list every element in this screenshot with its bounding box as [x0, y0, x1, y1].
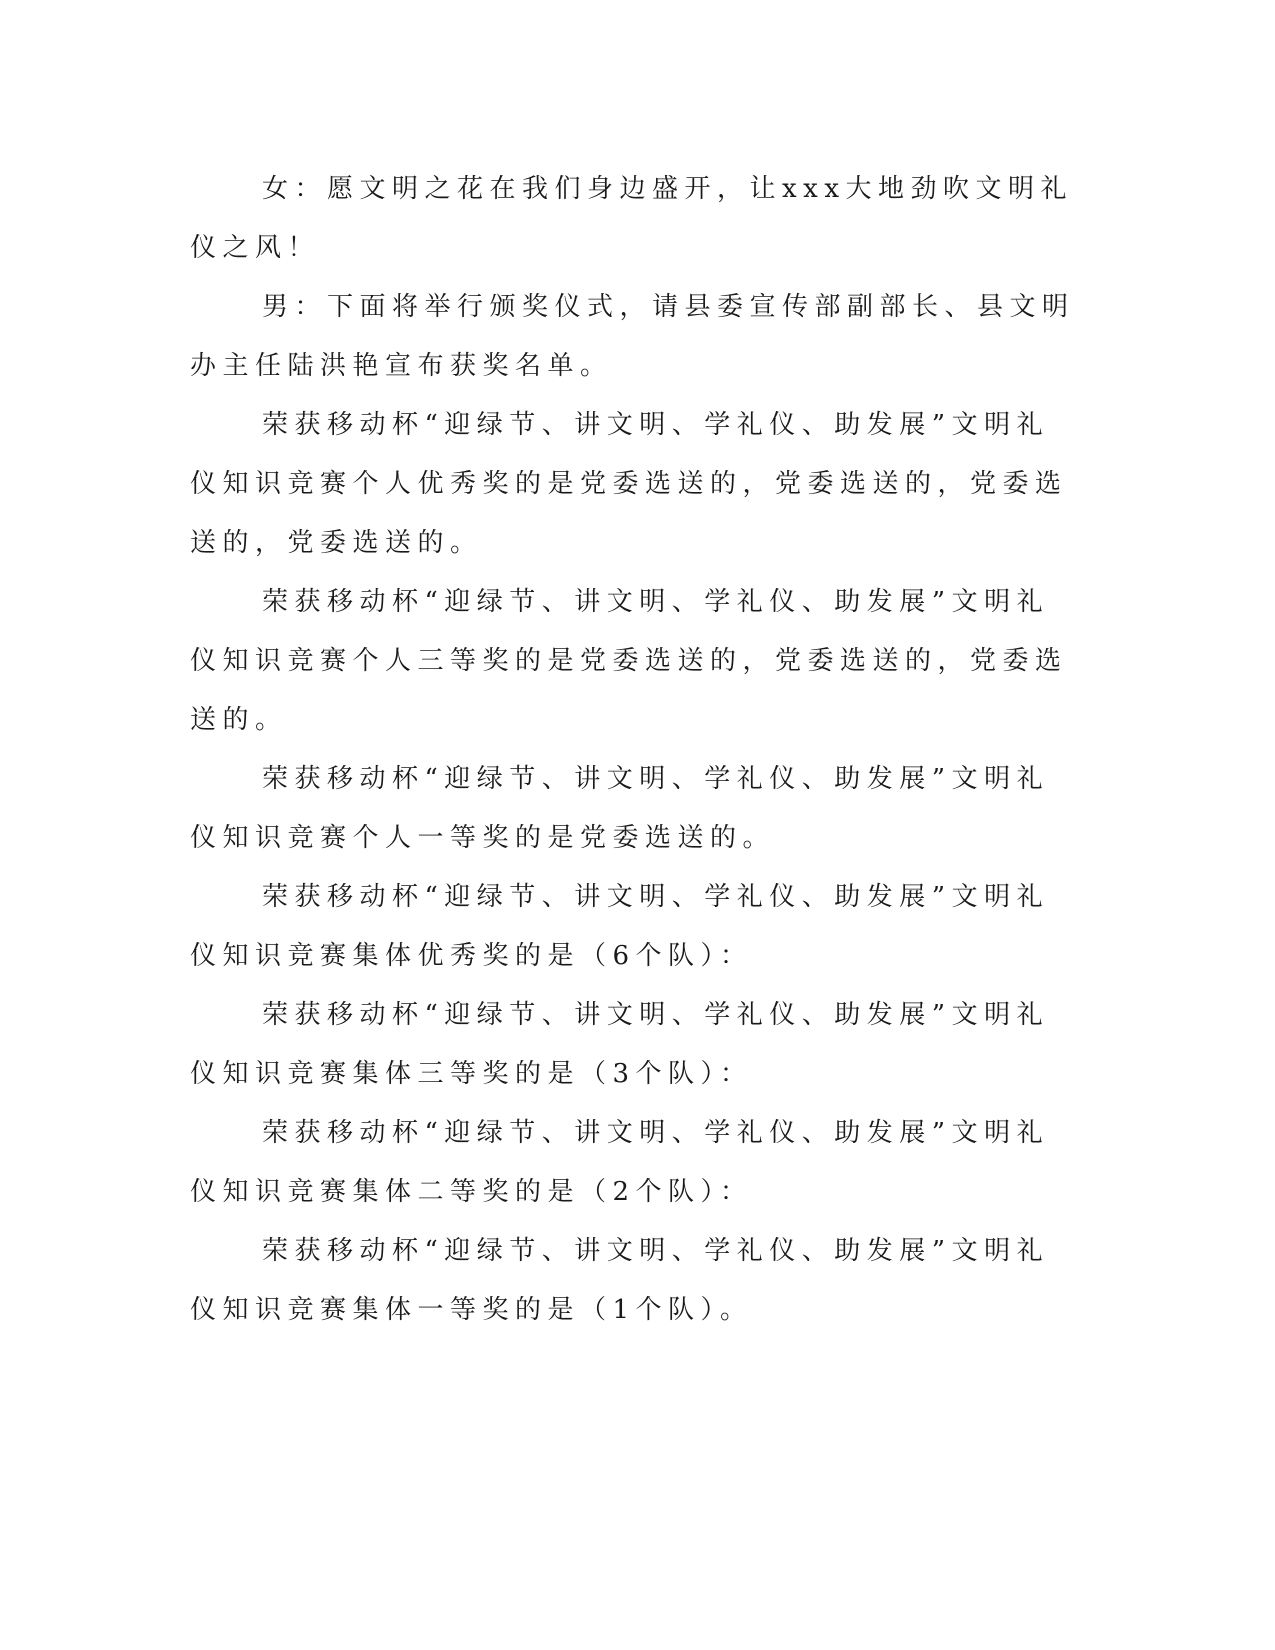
paragraph-individual-first-prize: 荣获移动杯“迎绿节、讲文明、学礼仪、助发展”文明礼仪知识竞赛个人一等奖的是党委选送的。 — [190, 764, 1050, 853]
paragraph-team-first-prize: 荣获移动杯“迎绿节、讲文明、学礼仪、助发展”文明礼仪知识竞赛集体一等奖的是（1个队）。 — [190, 1236, 1050, 1325]
paragraph-team-second-prize: 荣获移动杯“迎绿节、讲文明、学礼仪、助发展”文明礼仪知识竞赛集体二等奖的是（2个队）： — [190, 1118, 1050, 1207]
document-body — [190, 160, 1080, 1340]
paragraph-team-excellence-award: 荣获移动杯“迎绿节、讲文明、学礼仪、助发展”文明礼仪知识竞赛集体优秀奖的是（6个队）： — [190, 882, 1050, 971]
paragraph-closing-female: 女：愿文明之花在我们身边盛开，让xxx大地劲吹文明礼仪之风！ — [190, 174, 1073, 263]
paragraph-awards-intro-male: 男：下面将举行颁奖仪式，请县委宣传部副部长、县文明办主任陆洪艳宣布获奖名单。 — [190, 292, 1075, 381]
paragraph-individual-third-prize: 荣获移动杯“迎绿节、讲文明、学礼仪、助发展”文明礼仪知识竞赛个人三等奖的是党委选送的，党委选送的，党委选送的。 — [190, 587, 1068, 735]
paragraph-individual-excellence-award: 荣获移动杯“迎绿节、讲文明、学礼仪、助发展”文明礼仪知识竞赛个人优秀奖的是党委选送的，党委选送的，党委选送的，党委选送的。 — [190, 410, 1068, 558]
paragraph-team-third-prize: 荣获移动杯“迎绿节、讲文明、学礼仪、助发展”文明礼仪知识竞赛集体三等奖的是（3个队）： — [190, 1000, 1050, 1089]
